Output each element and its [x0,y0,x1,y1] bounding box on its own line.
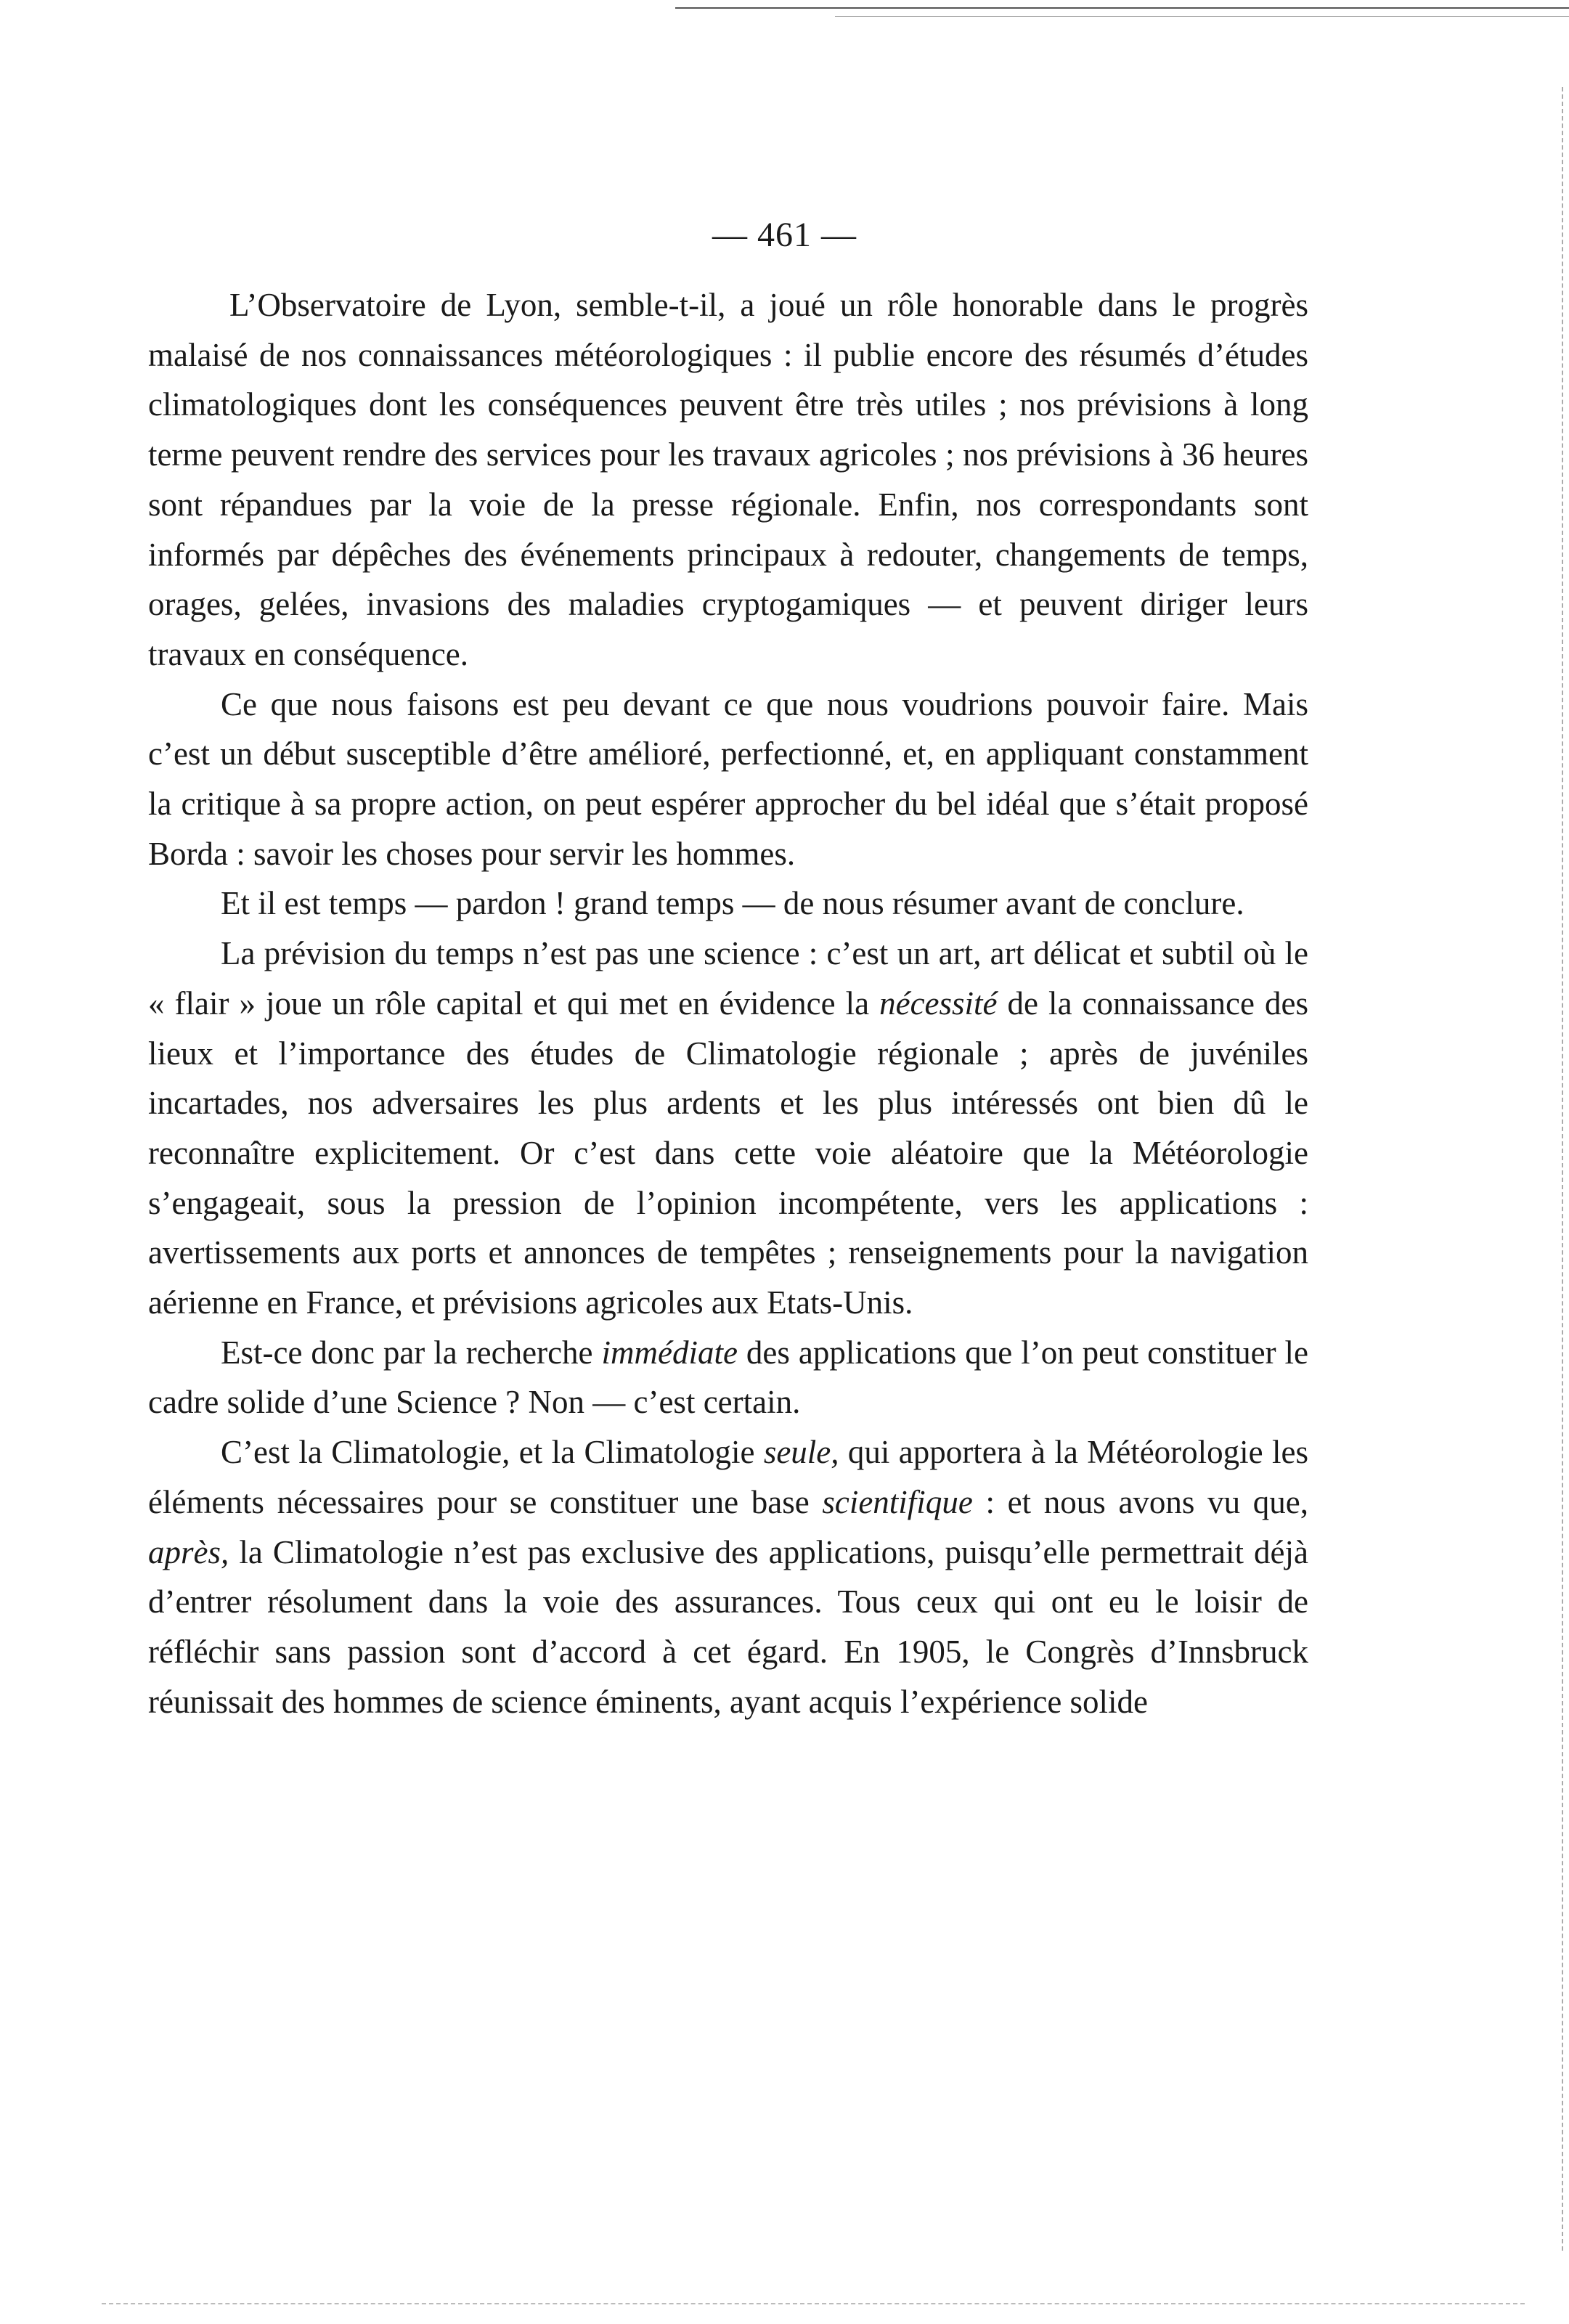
right-page-edge [1562,87,1563,2251]
paragraph-text: La prévision du temps n’est pas une science : c’est un art, art délicat et subtil où le « flair » joue un rôle capital et qui met en évidence la [148,935,1308,1022]
emphasis: après, [148,1533,229,1570]
paragraph-text: qui apportera à la Météorologie les éléments nécessaires pour se constituer une base [148,1434,1308,1520]
emphasis: scientifique [822,1483,973,1520]
paragraph-text: Ce que nous faisons est peu devant ce que nous voudrions pouvoir faire. Mais c’est un début susceptible d’être amélioré, perfectionné, et, en appliquant constamment la critique à sa propre action, on peut espérer approcher du bel idéal que s’était proposé Borda : savoir les choses pour servir les hommes. [148,685,1308,872]
paragraph [148,680,1308,879]
paragraph [148,929,1308,1328]
paragraph-text: des applications que l’on peut constituer le cadre solide d’une Science ? Non — c’est certain. [148,1334,1308,1421]
bottom-page-edge [102,2303,1525,2304]
emphasis: nécessité [879,984,998,1022]
paragraph [148,878,1308,929]
paragraph-text: Et il est temps — pardon ! grand temps — de nous résumer avant de conclure. [221,885,1244,922]
paragraph-text: : et nous avons vu que, [972,1483,1308,1520]
top-edge-rule-thin [835,16,1569,17]
paragraph-text: C’est la Climatologie, et la Climatologie [221,1434,764,1471]
paragraph [148,1328,1308,1427]
paragraph-text: Est-ce donc par la recherche [221,1334,602,1371]
paragraph [148,1427,1308,1726]
paragraph [148,280,1308,680]
top-edge-rule [675,7,1569,9]
paragraph-text: la Climatologie n’est pas exclusive des applications, puisqu’elle permettrait déjà d’entrer résolument dans la voie des assurances. Tous ceux qui ont eu le loisir de réfléchir sans passion sont d’accord à cet égard. En 1905, le Congrès d’Innsbruck réunissait des hommes de science éminents, ayant acquis l’expérience solide [148,1533,1308,1720]
emphasis: seule, [763,1434,839,1471]
paragraph-text: L’Observatoire de Lyon, semble-t-il, a joué un rôle honorable dans le progrès malaisé de nos connaissances météorologiques : il publie encore des résumés d’études climatologiques dont les conséquences peuvent être très utiles ; nos prévisions à long terme peuvent rendre des services pour les travaux agricoles ; nos prévisions à 36 heures sont répandues par la voie de la presse régionale. Enfin, nos correspondants sont informés par dépêches des événements principaux à redouter, changements de temps, orages, gelées, invasions des maladies cryptogamiques — et peuvent diriger leurs travaux en conséquence. [148,287,1308,672]
page-number: — 461 — [712,216,857,254]
body-text [148,280,1308,1726]
paragraph-text: de la connaissance des lieux et l’importance des études de Climatologie régionale ; après de juvéniles incartades, nos adversaires les plus ardents et les plus intéressés ont bien dû le reconnaître explicitement. Or c’est dans cette voie aléatoire que la Météorologie s’engageait, sous la pression de l’opinion incompétente, vers les applications : avertissements aux ports et annonces de tempêtes ; renseignements pour la navigation aérienne en France, et prévisions agricoles aux Etats-Unis. [148,984,1308,1321]
emphasis: immédiate [601,1334,738,1371]
